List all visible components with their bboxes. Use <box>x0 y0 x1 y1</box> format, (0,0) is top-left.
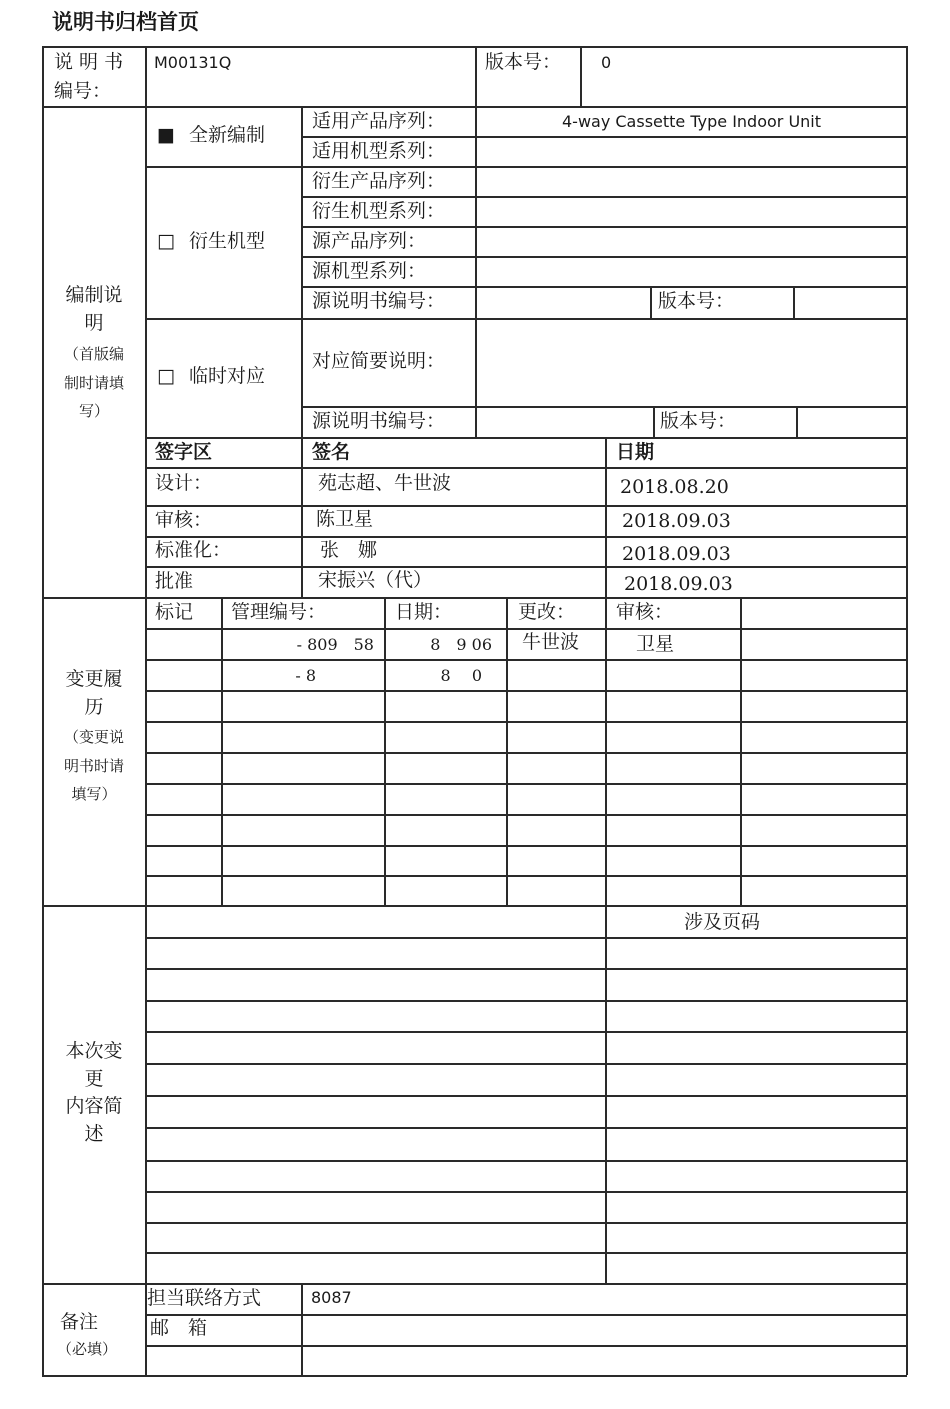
contact-label: 担当联络方式 <box>147 1287 262 1309</box>
rule-line <box>653 406 655 437</box>
rule-line <box>145 46 147 106</box>
rule-line <box>145 536 907 538</box>
changes-section-label: 本次变 更 内容简 述 <box>65 1040 123 1145</box>
version-value: 0 <box>601 53 612 72</box>
source-series-label: 源产品序列： <box>312 230 427 252</box>
rule-line <box>301 136 907 138</box>
rule-line <box>605 905 607 1283</box>
rule-line <box>145 318 907 320</box>
applicable-series-value: 4-way Cassette Type Indoor Unit <box>561 112 822 131</box>
signature-role: 批准 <box>155 570 194 592</box>
rule-line <box>301 437 303 597</box>
signature-date: 2018.09.03 <box>624 573 733 595</box>
signature-name: 张 娜 <box>320 539 378 561</box>
rule-line <box>145 875 907 877</box>
rule-line <box>145 845 907 847</box>
rule-line <box>42 1375 907 1377</box>
rule-line <box>42 905 907 907</box>
rule-line <box>145 659 907 661</box>
rule-line <box>605 437 607 597</box>
history-no: - 809 58 <box>296 635 374 654</box>
new-compile-label: 全新编制 <box>189 124 266 146</box>
rule-line <box>42 1283 907 1285</box>
rule-line <box>301 226 907 228</box>
rule-line <box>145 1031 907 1033</box>
rule-line <box>145 721 907 723</box>
rule-line <box>145 1095 907 1097</box>
history-header-date: 日期： <box>395 601 453 623</box>
source-version-label: 版本号： <box>658 290 735 312</box>
signature-name: 宋振兴（代） <box>318 569 433 591</box>
signature-role: 标准化： <box>155 539 232 561</box>
rule-line <box>301 256 907 258</box>
applicable-series-label: 适用产品序列： <box>312 110 446 132</box>
history-section-note: （变更说 明书时请 填写） <box>63 728 124 803</box>
rule-line <box>145 752 907 754</box>
source-manual-label: 源说明书编号： <box>312 290 446 312</box>
rule-line <box>145 968 907 970</box>
rule-line <box>145 1160 907 1162</box>
rule-line <box>145 937 907 939</box>
source-model-label: 源机型系列： <box>312 260 427 282</box>
rule-line <box>796 406 798 437</box>
rule-line <box>145 106 147 1375</box>
signature-name: 苑志超、牛世波 <box>318 472 452 494</box>
rule-line <box>145 1222 907 1224</box>
contact-value: 8087 <box>311 1288 352 1307</box>
history-review: 卫星 <box>636 633 675 655</box>
rule-line <box>301 286 907 288</box>
rule-line <box>145 783 907 785</box>
remarks-note: （必填） <box>57 1340 118 1358</box>
rule-line <box>145 1063 907 1065</box>
rule-line <box>580 46 582 106</box>
signature-role: 审核： <box>155 509 213 531</box>
rule-line <box>145 1191 907 1193</box>
rule-line <box>145 1345 907 1347</box>
rule-line <box>145 1127 907 1129</box>
rule-line <box>301 1283 303 1375</box>
rule-line <box>145 1000 907 1002</box>
manual-no-value: M00131Q <box>154 53 232 72</box>
signature-header-area: 签字区 <box>155 441 213 463</box>
rule-line <box>145 1314 907 1316</box>
rule-line <box>301 106 303 437</box>
compile-section-label: 编制说 明 <box>65 284 123 334</box>
derived-series-label: 衍生产品序列： <box>312 170 446 192</box>
compile-section-note: （首版编 制时请填 写） <box>63 345 124 420</box>
applicable-model-label: 适用机型系列： <box>312 140 446 162</box>
temp-label: 临时对应 <box>189 365 266 387</box>
source-version-label-2: 版本号： <box>660 410 737 432</box>
history-header-change: 更改： <box>518 601 576 623</box>
manual-no-label: 说 明 书 <box>54 51 124 73</box>
rule-line <box>145 690 907 692</box>
signature-role: 设计： <box>155 472 213 494</box>
rule-line <box>145 1252 907 1254</box>
signature-name: 陈卫星 <box>316 508 374 530</box>
signature-header-date: 日期 <box>616 441 655 463</box>
signature-date: 2018.08.20 <box>620 476 729 498</box>
rule-line <box>740 597 742 905</box>
signature-date: 2018.09.03 <box>622 543 731 565</box>
rule-line <box>145 628 907 630</box>
rule-line <box>145 437 907 439</box>
pages-label: 涉及页码 <box>684 911 761 933</box>
rule-line <box>301 406 907 408</box>
rule-line <box>605 597 607 905</box>
version-label: 版本号： <box>485 51 562 73</box>
manual-no-label-2: 编号： <box>54 80 112 102</box>
rule-line <box>145 467 907 469</box>
brief-label: 对应简要说明： <box>312 350 446 372</box>
rule-line <box>301 196 907 198</box>
rule-line <box>475 46 477 106</box>
rule-line <box>145 814 907 816</box>
rule-line <box>145 166 907 168</box>
email-label: 邮 箱 <box>150 1317 208 1339</box>
rule-line <box>145 566 907 568</box>
new-compile-checkbox[interactable]: ■ <box>157 124 175 146</box>
rule-line <box>650 286 652 318</box>
signature-date: 2018.09.03 <box>622 510 731 532</box>
signature-header-name: 签名 <box>312 441 351 463</box>
history-date: 8 0 <box>440 666 482 685</box>
history-header-no: 管理编号： <box>231 601 327 623</box>
temp-checkbox[interactable]: □ <box>157 365 175 387</box>
rule-line <box>145 505 907 507</box>
derived-model-series-label: 衍生机型系列： <box>312 200 446 222</box>
page-title: 说明书归档首页 <box>52 10 199 34</box>
history-header-review: 审核： <box>616 601 674 623</box>
history-date: 8 9 06 <box>430 635 492 654</box>
history-no: - 8 <box>295 666 316 685</box>
source-manual-label-2: 源说明书编号： <box>312 410 446 432</box>
history-section-label: 变更履 历 <box>65 668 123 718</box>
rule-line <box>475 106 477 437</box>
derived-model-checkbox[interactable]: □ <box>157 230 175 252</box>
rule-line <box>793 286 795 318</box>
history-header-mark: 标记 <box>155 601 194 623</box>
remarks-label: 备注 <box>60 1311 99 1333</box>
rule-line <box>506 597 508 905</box>
derived-model-label: 衍生机型 <box>189 230 266 252</box>
history-change: 牛世波 <box>522 631 580 653</box>
rule-line <box>906 46 908 1375</box>
rule-line <box>42 597 907 599</box>
